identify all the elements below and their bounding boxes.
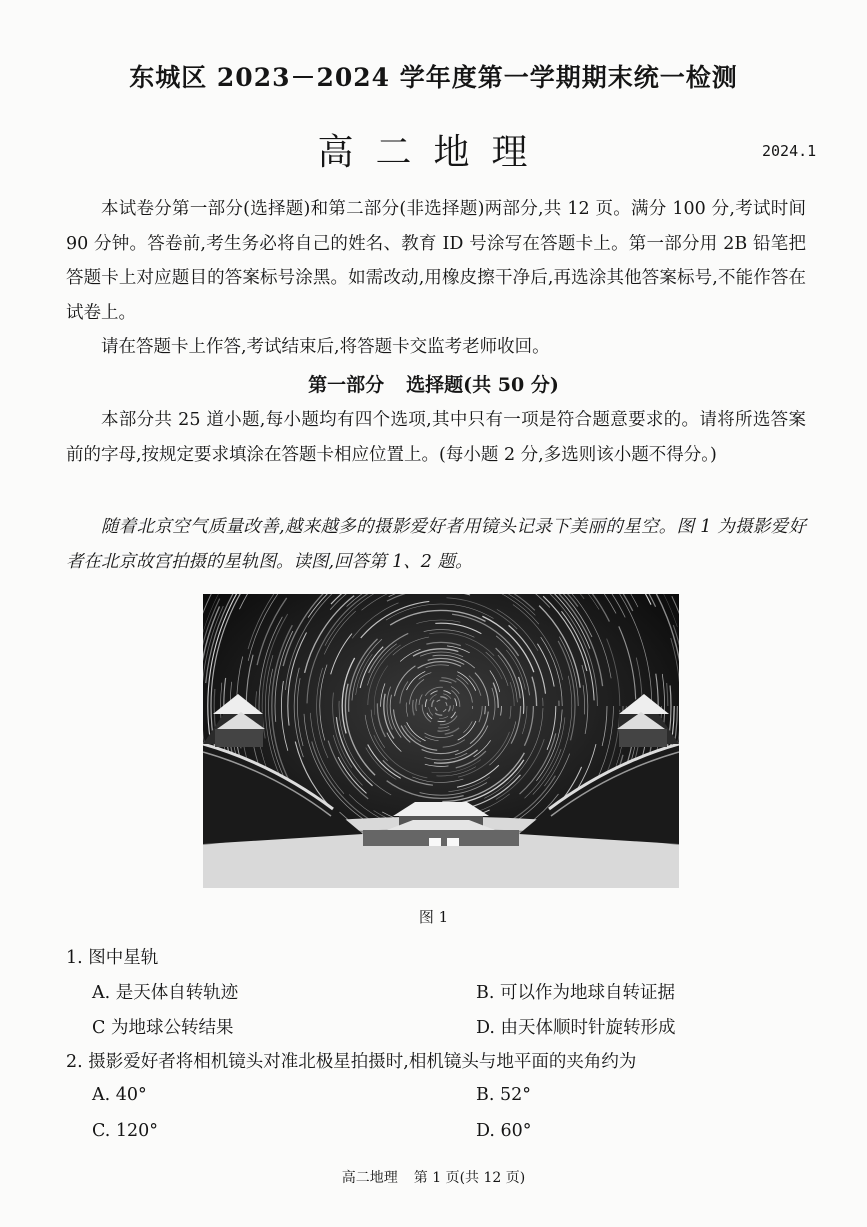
question-stem: 随着北京空气质量改善,越来越多的摄影爱好者用镜头记录下美丽的星空。图 1 为摄影爱好者在北京故宫拍摄的星轨图。读图,回答第 1、2 题。	[66, 517, 806, 572]
question-1-option-d: D. 由天体顺时针旋转形成	[476, 1018, 676, 1038]
section-title: 选择题(共 50 分)	[406, 374, 559, 396]
question-1-option-a: A. 是天体自转轨迹	[92, 983, 239, 1003]
section-instruction: 本部分共 25 道小题,每小题均有四个选项,其中只有一项是符合题意要求的。请将所选答案前的字母,按规定要求填涂在答题卡相应位置上。(每小题 2 分,多选则该小题不得分。)	[66, 410, 806, 465]
question-1-option-c: C 为地球公转结果	[92, 1018, 234, 1038]
instructions	[66, 192, 806, 365]
question-2: 2. 摄影爱好者将相机镜头对准北极星拍摄时,相机镜头与地平面的夹角约为	[66, 1052, 637, 1072]
subject-heading: 高二地理	[317, 132, 550, 173]
footer-page-number: 第 1 页(共 12 页)	[413, 1170, 526, 1186]
star-trail-image	[203, 594, 679, 888]
question-2-option-b: B. 52°	[476, 1085, 532, 1105]
instructions-paragraph-1: 本试卷分第一部分(选择题)和第二部分(非选择题)两部分,共 12 页。满分 100 分,考试时间 90 分钟。答卷前,考生务必将自己的姓名、教育 ID 号涂写在答题卡上。第一部分用 2B 铅笔把答题卡上对应题目的答案标号涂黑。如需改动,用橡皮擦干净后,再选涂其他答案标号,不能作答在试卷上。	[66, 199, 806, 323]
footer-subject: 高二地理	[341, 1170, 398, 1186]
figure-caption: 图 1	[418, 908, 449, 926]
question-2-option-a: A. 40°	[92, 1085, 147, 1105]
question-2-option-d: D. 60°	[476, 1121, 532, 1141]
instructions-paragraph-2: 请在答题卡上作答,考试结束后,将答题卡交监考老师收回。	[101, 337, 550, 357]
section-heading	[0, 370, 867, 397]
question-1-option-b: B. 可以作为地球自转证据	[476, 983, 675, 1003]
page-footer	[0, 1167, 867, 1187]
section-label: 第一部分	[308, 374, 385, 396]
star-trail-photo	[203, 594, 679, 888]
exam-title: 东城区 2023－2024 学年度第一学期期末统一检测	[129, 63, 738, 92]
question-1: 1. 图中星轨	[66, 948, 159, 968]
question-2-option-c: C. 120°	[92, 1121, 159, 1141]
exam-date: 2024.1	[762, 142, 817, 160]
